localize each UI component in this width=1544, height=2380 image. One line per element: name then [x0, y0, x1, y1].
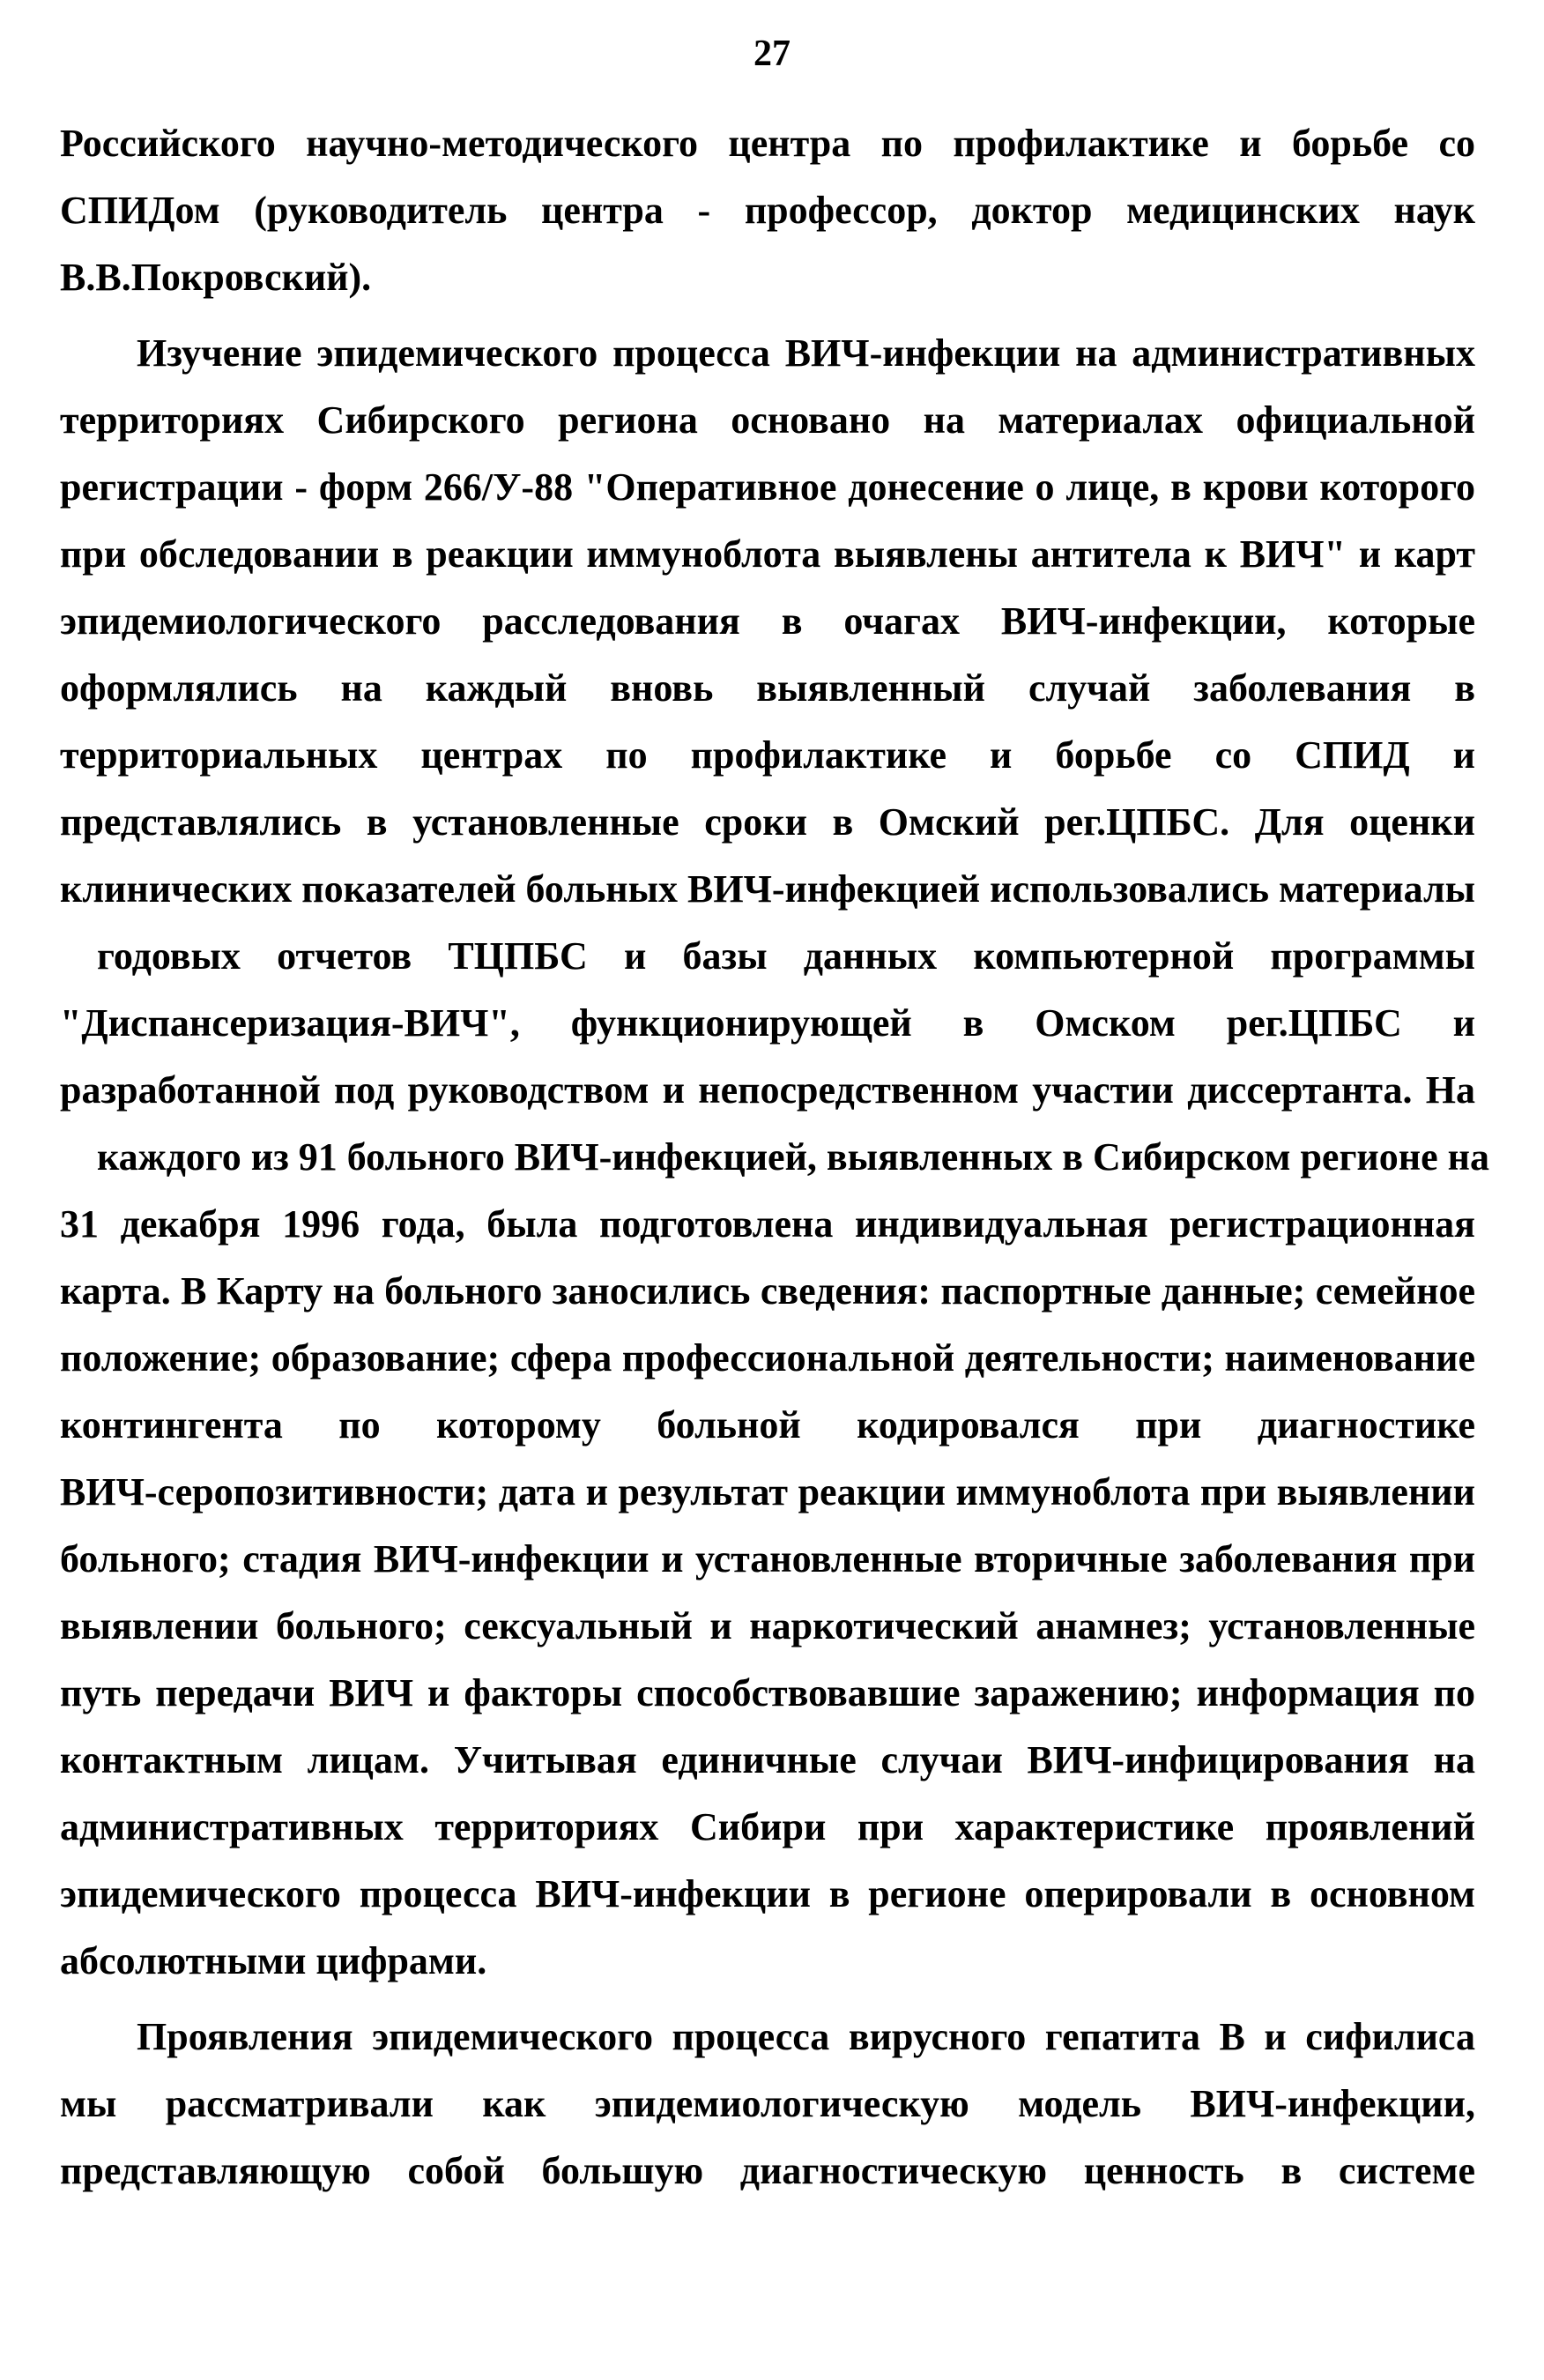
page-number: 27 [753, 33, 791, 74]
text-line: Изучение эпидемического процесса ВИЧ-инфекции на административных [137, 331, 1475, 375]
paragraph-2 [60, 320, 1490, 1995]
text-line: территориях Сибирского региона основано на материалах официальной [60, 398, 1475, 442]
text-line: территориальных центрах по профилактике и борьбе со СПИД и [60, 733, 1475, 777]
text-line: положение; образование; сфера профессиональной деятельности; наименование [60, 1336, 1475, 1380]
text-line: контингента по которому больной кодировался при диагностике [60, 1403, 1475, 1447]
text-line: при обследовании в реакции иммуноблота выявлены антитела к ВИЧ" и карт [60, 532, 1475, 576]
text-line: Проявления эпидемического процесса вирусного гепатита В и сифилиса [137, 2015, 1475, 2058]
text-line: В.В.Покровский). [60, 256, 372, 299]
text-line: ВИЧ-серопозитивности; дата и результат реакции иммуноблота при выявлении [60, 1470, 1475, 1514]
text-line: СПИДом (руководитель центра - профессор, доктор медицинских наук [60, 189, 1475, 232]
text-line: клинических показателей больных ВИЧ-инфекцией использовались материалы [60, 867, 1475, 911]
text-line: оформлялись на каждый вновь выявленный случай заболевания в [60, 666, 1475, 710]
text-line: 31 декабря 1996 года, была подготовлена индивидуальная регистрационная [60, 1202, 1475, 1246]
text-line: эпидемиологического расследования в очагах ВИЧ-инфекции, которые [60, 599, 1475, 643]
paragraph-3 [60, 2004, 1475, 2205]
text-line: каждого из 91 больного ВИЧ-инфекцией, выявленных в Сибирском регионе на [97, 1135, 1490, 1179]
paragraph-1 [60, 110, 1475, 311]
text-line: годовых отчетов ТЦПБС и базы данных компьютерной программы [97, 934, 1475, 978]
text-line: административных территориях Сибири при характеристике проявлений [60, 1805, 1475, 1848]
text-line: разработанной под руководством и непосредственном участии диссертанта. На [60, 1068, 1475, 1112]
text-line: больного; стадия ВИЧ-инфекции и установленные вторичные заболевания при [60, 1537, 1475, 1580]
text-line: мы рассматривали как эпидемиологическую модель ВИЧ-инфекции, [60, 2082, 1475, 2125]
body-text [60, 110, 1490, 2205]
text-line: контактным лицам. Учитывая единичные случаи ВИЧ-инфицирования на [60, 1738, 1475, 1781]
text-line: Российского научно-методического центра по профилактике и борьбе со [60, 122, 1475, 165]
text-line: представляющую собой большую диагностическую ценность в системе [60, 2149, 1475, 2192]
text-line: регистрации - форм 266/У-88 "Оперативное донесение о лице, в крови которого [60, 465, 1475, 509]
text-line: выявлении больного; сексуальный и наркотический анамнез; установленные [60, 1604, 1475, 1647]
text-line: представлялись в установленные сроки в Омский рег.ЦПБС. Для оценки [60, 800, 1475, 844]
text-line: карта. В Карту на больного заносились сведения: паспортные данные; семейное [60, 1269, 1475, 1313]
text-line: путь передачи ВИЧ и факторы способствовавшие заражению; информация по [60, 1671, 1475, 1714]
text-line: "Диспансеризация-ВИЧ", функционирующей в Омском рег.ЦПБС и [60, 1001, 1475, 1045]
text-line: абсолютными цифрами. [60, 1939, 487, 1982]
text-line: эпидемического процесса ВИЧ-инфекции в регионе оперировали в основном [60, 1872, 1475, 1915]
